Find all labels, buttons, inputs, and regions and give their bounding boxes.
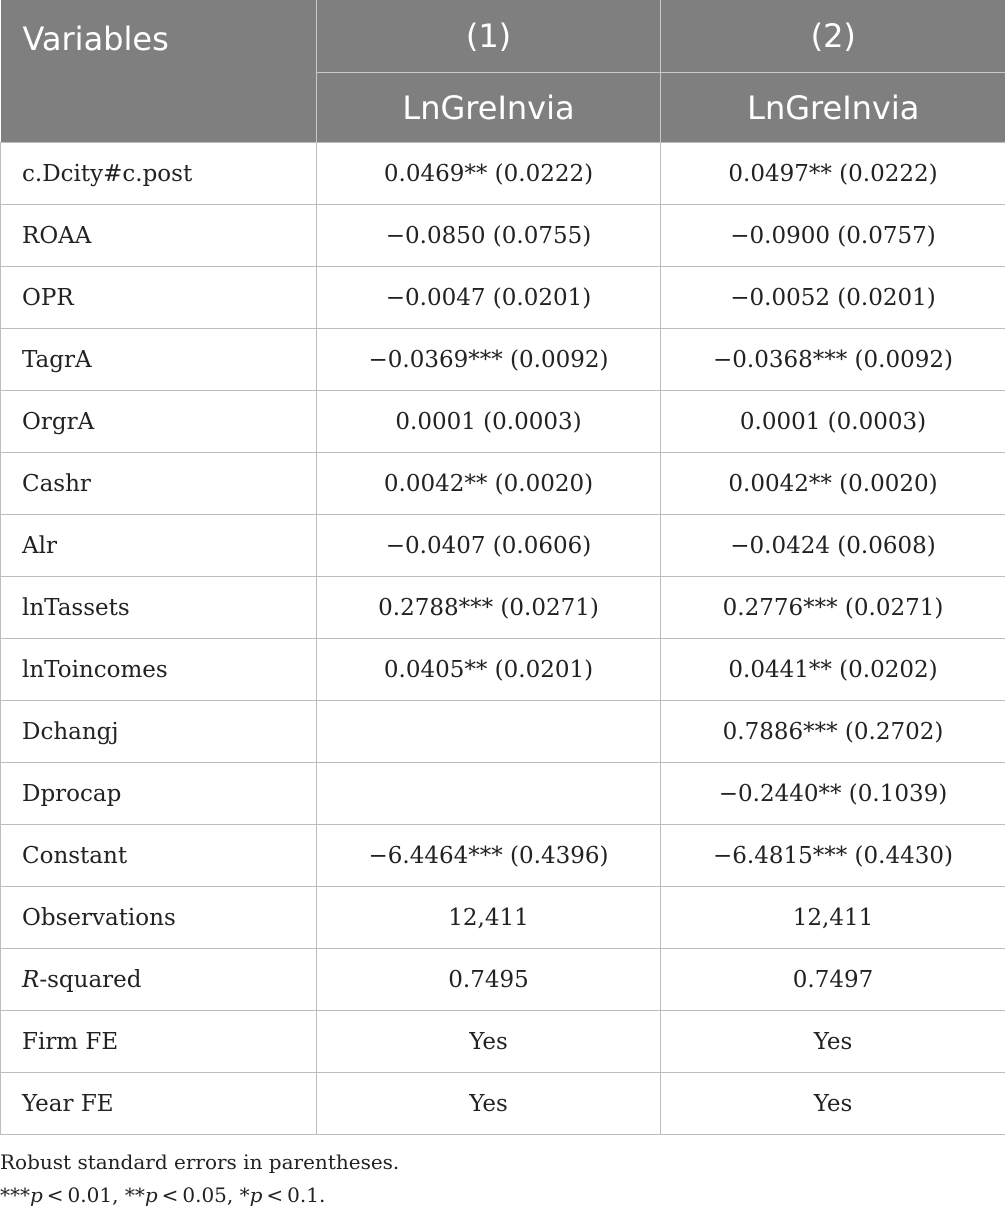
r-squared-col1: 0.7495 [317,949,661,1011]
coefficient-col2: −0.2440** (0.1039) [661,763,1005,825]
coefficient-col1: −0.0407 (0.0606) [317,515,661,577]
variable-name: Cashr [1,453,317,515]
variable-name: Dprocap [1,763,317,825]
table-row [1,329,1005,391]
table-row [1,577,1005,639]
stars-1pct: *** [0,1183,30,1207]
coefficient-col1: 0.0469** (0.0222) [317,143,661,205]
table-row [1,515,1005,577]
threshold-5pct: < 0.05, [157,1183,240,1207]
table-row [1,701,1005,763]
column-2-number: (2) [661,0,1005,73]
stars-10pct: * [239,1183,250,1207]
coefficient-col2: 0.7886*** (0.2702) [661,701,1005,763]
coefficient-col2: −0.0424 (0.0608) [661,515,1005,577]
coefficient-col2: 0.0441** (0.0202) [661,639,1005,701]
p-italic: p [249,1183,263,1207]
coefficient-col1: 0.0405** (0.0201) [317,639,661,701]
note-robust-se: Robust standard errors in parentheses. [0,1150,400,1174]
table-row [1,205,1005,267]
firm-fe-col1: Yes [317,1011,661,1073]
table-row [1,825,1005,887]
table-row [1,763,1005,825]
header-row-column-numbers [1,0,1005,73]
column-2-dependent-variable: LnGreInvia [661,73,1005,143]
table-row [1,887,1005,949]
variable-name [1,949,317,1011]
coefficient-col2: −6.4815*** (0.4430) [661,825,1005,887]
variable-name: Constant [1,825,317,887]
variable-name: lnTassets [1,577,317,639]
table-row [1,143,1005,205]
variable-name: Observations [1,887,317,949]
observations-col1: 12,411 [317,887,661,949]
threshold-10pct: < 0.1. [262,1183,326,1207]
column-1-dependent-variable: LnGreInvia [317,73,661,143]
coefficient-col2: 0.0497** (0.0222) [661,143,1005,205]
table-row [1,391,1005,453]
note-significance [0,1179,399,1212]
coefficient-col1 [317,701,661,763]
firm-fe-col2: Yes [661,1011,1005,1073]
p-italic: p [30,1183,43,1207]
table-row [1,1011,1005,1073]
coefficient-col2: 0.0042** (0.0020) [661,453,1005,515]
variable-name: TagrA [1,329,317,391]
r-italic: R [22,966,40,993]
variable-name: lnToincomes [1,639,317,701]
stars-5pct: ** [124,1183,145,1207]
coefficient-col1: −0.0369*** (0.0092) [317,329,661,391]
coefficient-col1: −0.0047 (0.0201) [317,267,661,329]
year-fe-col2: Yes [661,1073,1005,1135]
coefficient-col1: 0.0001 (0.0003) [317,391,661,453]
table-notes [0,1146,399,1212]
table-body [1,143,1005,1135]
coefficient-col1: −0.0850 (0.0755) [317,205,661,267]
coefficient-col2: −0.0368*** (0.0092) [661,329,1005,391]
p-italic: p [144,1183,158,1207]
table-row [1,453,1005,515]
coefficient-col1: −6.4464*** (0.4396) [317,825,661,887]
table-row [1,949,1005,1011]
threshold-1pct: < 0.01, [42,1183,125,1207]
coefficient-col1 [317,763,661,825]
column-1-number: (1) [317,0,661,73]
table-row [1,267,1005,329]
coefficient-col2: 0.0001 (0.0003) [661,391,1005,453]
variable-name: c.Dcity#c.post [1,143,317,205]
variable-name: ROAA [1,205,317,267]
coefficient-col2: −0.0052 (0.0201) [661,267,1005,329]
observations-col2: 12,411 [661,887,1005,949]
squared-label: -squared [39,966,142,993]
r-squared-col2: 0.7497 [661,949,1005,1011]
variables-header: Variables [1,0,317,143]
table-row [1,639,1005,701]
year-fe-col1: Yes [317,1073,661,1135]
coefficient-col2: 0.2776*** (0.0271) [661,577,1005,639]
variable-name: Year FE [1,1073,317,1135]
coefficient-col1: 0.2788*** (0.0271) [317,577,661,639]
variable-name: OrgrA [1,391,317,453]
variable-name: OPR [1,267,317,329]
variable-name: Alr [1,515,317,577]
coefficient-col1: 0.0042** (0.0020) [317,453,661,515]
coefficient-col2: −0.0900 (0.0757) [661,205,1005,267]
variable-name: Dchangj [1,701,317,763]
table-header [1,0,1005,143]
variable-name: Firm FE [1,1011,317,1073]
table-row [1,1073,1005,1135]
